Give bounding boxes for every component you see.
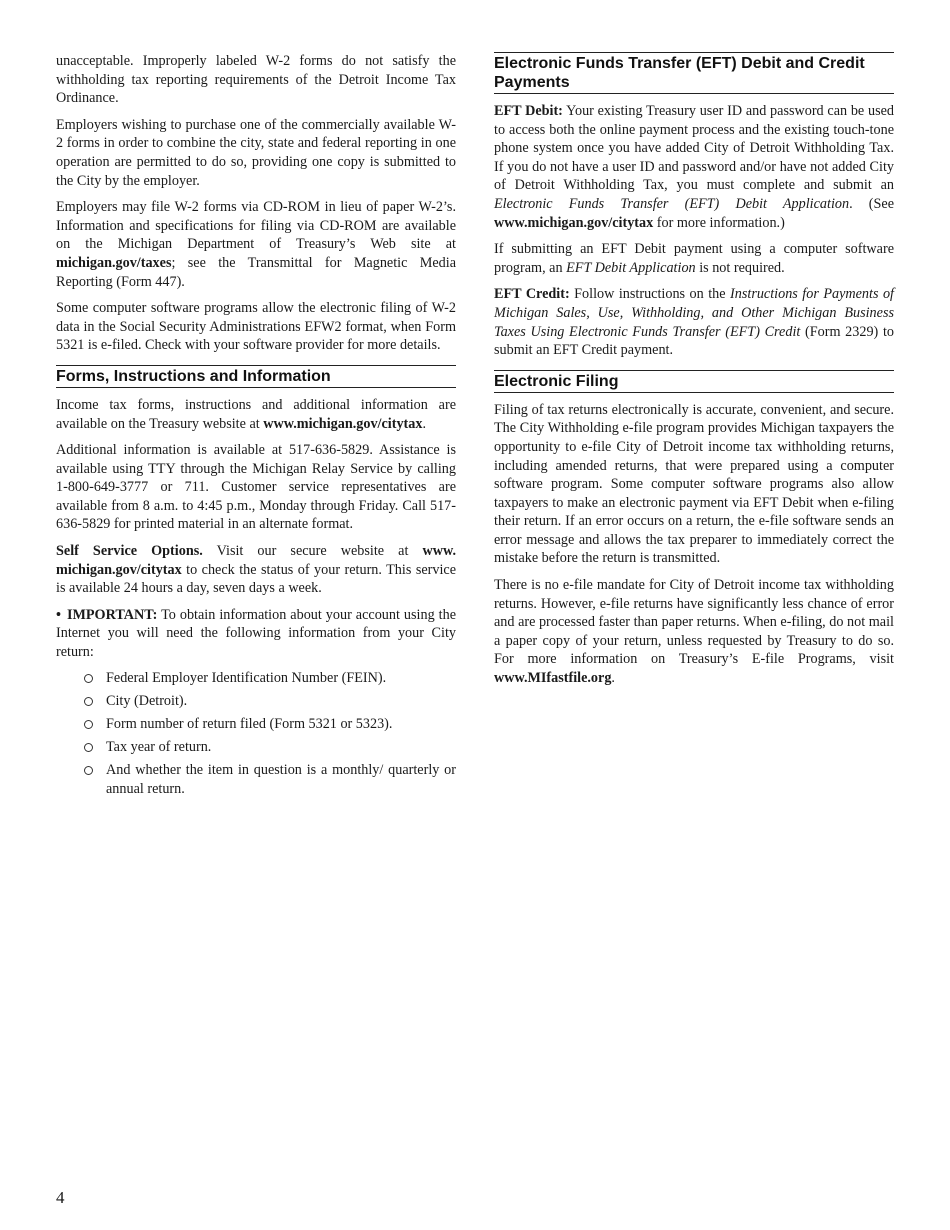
list-item: Federal Employer Identification Number (FEIN). (84, 669, 456, 688)
paragraph-self-service: Self Service Options. Visit our secure website at www. michigan.gov/citytax to check the status of your return. This service is available 24 hours a day, seven days a week. (56, 543, 456, 597)
list-item: City (Detroit). (84, 692, 456, 711)
paragraph-efile-benefits: Filing of tax returns electronically is accurate, convenient, and secure. The City Withholding e-file program provides Michigan taxpayers the opportunity to e-file City of Detroit income tax withholding returns, including amended returns, that were prepared using a computer software program. Some computer software programs also allow taxpayers to make an electronic payment via EFT Debit when e-filing their return. If an error occurs on a return, the e-file software sends an error message and allows the tax preparer to immediately correct the mistake before the return is transmitted. (494, 401, 894, 567)
paragraph-cdrom: Employers may file W-2 forms via CD-ROM in lieu of paper W-2’s. Information and specifications for filing via CD-ROM are available on the Michigan Department of Treasury’s Web site at michigan.gov/taxes; see the Transmittal for Magnetic Media Reporting (Form 447). (56, 199, 456, 290)
paragraph-eft-debit: EFT Debit: Your existing Treasury user ID and password can be used to access both the online payment process and the existing touch-tone phone system once you have added City of Detroit Withholding Tax. If you do not have a user ID and password and/or have not added City of Detroit Withholding Tax, you must complete and submit an Electronic Funds Transfer (EFT) Debit Application. (See www.michigan.gov/citytax for more information.) (494, 103, 894, 231)
circle-bullet-icon (84, 697, 93, 706)
circle-bullet-icon (84, 743, 93, 752)
list-item: Form number of return filed (Form 5321 or 5323). (84, 715, 456, 734)
paragraph-commercial-w2: Employers wishing to purchase one of the commercially available W-2 forms in order to combine the city, state and federal reporting in one operation are permitted to do so, providing one copy is submitted to the City by the employer. (56, 116, 456, 189)
link-citytax[interactable]: www.michigan.gov/citytax (263, 415, 423, 432)
paragraph-efile-mandate: There is no e-file mandate for City of Detroit income tax withholding returns. However, e-file returns have significantly less chance of error and are processed faster than paper returns. When e-filing, do not mail a paper copy of your return, unless requested by Treasury to do so. For more information on Treasury’s E-file Programs, visit www.MIfastfile.org. (494, 577, 894, 687)
link-citytax-self-service[interactable]: www. michigan.gov/citytax (56, 543, 456, 578)
required-info-list (56, 669, 456, 799)
circle-bullet-icon (84, 766, 93, 775)
heading-eft: Electronic Funds Transfer (EFT) Debit and Credit Payments (494, 52, 894, 94)
paragraph-important: • IMPORTANT: To obtain information about your account using the Internet you will need the following information from your City return: (56, 606, 456, 661)
left-column (56, 52, 456, 803)
paragraph-forms-website: Income tax forms, instructions and additional information are available on the Treasury website at www.michigan.gov/citytax. (56, 396, 456, 432)
link-citytax-eft[interactable]: www.michigan.gov/citytax (494, 214, 654, 231)
bullet-icon: • (56, 606, 61, 623)
paragraph-efw2: Some computer software programs allow the electronic filing of W-2 data in the Social Security Administrations EFW2 format, when Form 5321 is e-filed. Check with your software provider for more details. (56, 300, 456, 354)
paragraph-eft-software: If submitting an EFT Debit payment using a computer software program, an EFT Debit Application is not required. (494, 241, 894, 276)
paragraph-w2-labeling: unacceptable. Improperly labeled W-2 forms do not satisfy the withholding tax reporting requirements of the Detroit Income Tax Ordinance. (56, 53, 456, 107)
paragraph-assistance: Additional information is available at 517-636-5829. Assistance is available using TTY through the Michigan Relay Service by calling 1-800-649-3777 or 711. Customer service representatives are available from 8 a.m. to 4:45 p.m., Monday through Friday. Call 517-636-5829 for printed material in an alternate format. (56, 442, 456, 533)
page-number: 4 (56, 1188, 65, 1207)
link-michigan-taxes[interactable]: michigan.gov/taxes (56, 254, 172, 271)
paragraph-eft-credit: EFT Credit: Follow instructions on the Instructions for Payments of Michigan Sales, Use, Withholding, and Other Michigan Business Taxes Using Electronic Funds Transfer (EFT) Credit (Form 2329) to submit an EFT Credit payment. (494, 286, 895, 359)
link-mifastfile[interactable]: www.MIfastfile.org (494, 670, 612, 687)
heading-forms-instructions: Forms, Instructions and Information (56, 365, 456, 388)
right-column (494, 52, 894, 696)
heading-electronic-filing: Electronic Filing (494, 370, 894, 393)
circle-bullet-icon (84, 674, 93, 683)
list-item: And whether the item in question is a monthly/ quarterly or annual return. (84, 761, 456, 798)
list-item: Tax year of return. (84, 738, 456, 757)
circle-bullet-icon (84, 720, 93, 729)
